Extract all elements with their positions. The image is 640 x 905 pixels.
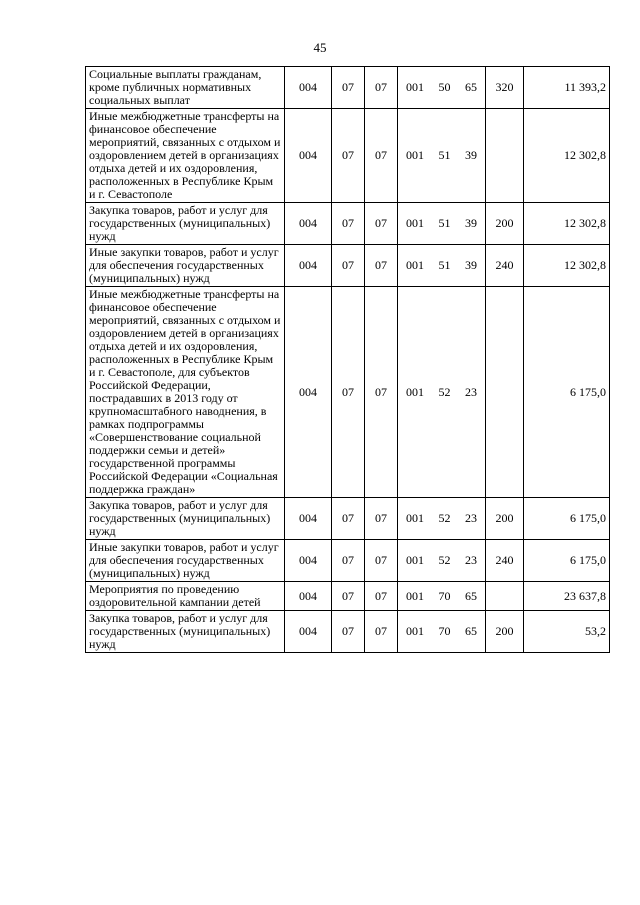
expense-type-cell	[486, 109, 524, 203]
ministry-code-cell: 004	[285, 582, 332, 611]
target-article-part: 65	[465, 588, 477, 603]
target-article-part: 52	[438, 511, 451, 525]
target-article-cell	[398, 67, 486, 109]
ministry-code-cell: 004	[285, 498, 332, 540]
ministry-code-cell: 004	[285, 611, 332, 653]
ministry-code-cell: 004	[285, 540, 332, 582]
target-article-part: 001	[406, 588, 424, 603]
expense-type-cell: 320	[486, 67, 524, 109]
expense-type-cell: 240	[486, 245, 524, 287]
ministry-code-cell: 004	[285, 287, 332, 498]
section-code-cell: 07	[332, 498, 365, 540]
table-row	[86, 109, 610, 203]
target-article-cell	[398, 498, 486, 540]
target-article-parts	[401, 554, 482, 567]
amount-cell: 23 637,8	[524, 582, 610, 611]
expense-name-cell: Социальные выплаты гражданам, кроме публичных нормативных социальных выплат	[86, 67, 285, 109]
target-article-cell	[398, 203, 486, 245]
expense-type-cell	[486, 287, 524, 498]
ministry-code-cell: 004	[285, 245, 332, 287]
subsection-code-cell: 07	[365, 203, 398, 245]
target-article-part: 51	[438, 216, 451, 230]
amount-cell: 12 302,8	[524, 109, 610, 203]
target-article-part: 001	[406, 511, 424, 525]
expense-type-cell: 200	[486, 203, 524, 245]
expense-name-cell: Иные закупки товаров, работ и услуг для обеспечения государственных (муниципальных) нужд	[86, 540, 285, 582]
amount-cell: 6 175,0	[524, 287, 610, 498]
table-row	[86, 611, 610, 653]
target-article-part: 001	[406, 553, 424, 567]
target-article-parts	[401, 512, 482, 525]
table-row	[86, 498, 610, 540]
table-row	[86, 287, 610, 498]
expense-type-cell: 200	[486, 611, 524, 653]
target-article-part: 65	[465, 624, 477, 638]
target-article-part: 001	[406, 216, 424, 230]
target-article-parts	[401, 590, 482, 603]
expense-type-cell	[486, 582, 524, 611]
target-article-parts	[401, 625, 482, 638]
target-article-parts	[401, 217, 482, 230]
ministry-code-cell: 004	[285, 203, 332, 245]
target-article-part: 39	[465, 216, 477, 230]
subsection-code-cell: 07	[365, 287, 398, 498]
target-article-part: 52	[438, 553, 451, 567]
target-article-part: 23	[465, 511, 477, 525]
budget-table	[85, 66, 610, 653]
section-code-cell: 07	[332, 287, 365, 498]
expense-name-cell: Иные межбюджетные трансферты на финансовое обеспечение мероприятий, связанных с отдыхом и оздоровлением детей в организациях отдыха детей и их оздоровления, расположенных в Республике Крым и г. Севастополе	[86, 109, 285, 203]
expense-type-cell: 200	[486, 498, 524, 540]
expense-type-cell: 240	[486, 540, 524, 582]
expense-name-cell: Закупка товаров, работ и услуг для государственных (муниципальных) нужд	[86, 611, 285, 653]
table-row	[86, 203, 610, 245]
target-article-cell	[398, 287, 486, 498]
target-article-parts	[401, 259, 482, 272]
target-article-cell	[398, 611, 486, 653]
subsection-code-cell: 07	[365, 67, 398, 109]
table-row	[86, 582, 610, 611]
amount-cell: 11 393,2	[524, 67, 610, 109]
target-article-cell	[398, 245, 486, 287]
amount-cell: 53,2	[524, 611, 610, 653]
ministry-code-cell: 004	[285, 109, 332, 203]
target-article-part: 001	[406, 148, 424, 162]
subsection-code-cell: 07	[365, 582, 398, 611]
amount-cell: 6 175,0	[524, 498, 610, 540]
target-article-part: 70	[438, 588, 451, 603]
subsection-code-cell: 07	[365, 109, 398, 203]
target-article-cell	[398, 109, 486, 203]
target-article-part: 39	[465, 148, 477, 162]
table-row	[86, 245, 610, 287]
target-article-cell	[398, 582, 486, 611]
table-row	[86, 540, 610, 582]
target-article-parts	[401, 386, 482, 399]
target-article-part: 50	[438, 80, 451, 94]
target-article-part: 65	[465, 80, 477, 94]
ministry-code-cell: 004	[285, 67, 332, 109]
expense-name-cell: Мероприятия по проведению оздоровительной кампании детей	[86, 582, 285, 611]
section-code-cell: 07	[332, 611, 365, 653]
expense-name-cell: Закупка товаров, работ и услуг для государственных (муниципальных) нужд	[86, 498, 285, 540]
section-code-cell: 07	[332, 109, 365, 203]
table-row	[86, 67, 610, 109]
expense-name-cell: Иные межбюджетные трансферты на финансовое обеспечение мероприятий, связанных с отдыхом и оздоровлением детей в организациях отдыха детей и их оздоровления, расположенных в Республике Крым и г. Севастополе, для субъектов Российской Федерации, пострадавших в 2013 году от крупномасштабного наводнения, в рамках подпрограммы «Совершенствование социальной поддержки семьи и детей» государственной программы Российской Федерации «Социальная поддержка граждан»	[86, 287, 285, 498]
amount-cell: 12 302,8	[524, 245, 610, 287]
subsection-code-cell: 07	[365, 498, 398, 540]
target-article-parts	[401, 81, 482, 94]
section-code-cell: 07	[332, 582, 365, 611]
target-article-part: 23	[465, 384, 477, 399]
section-code-cell: 07	[332, 540, 365, 582]
target-article-part: 001	[406, 384, 424, 399]
page-number: 45	[313, 40, 327, 55]
target-article-cell	[398, 540, 486, 582]
subsection-code-cell: 07	[365, 611, 398, 653]
expense-name-cell: Закупка товаров, работ и услуг для государственных (муниципальных) нужд	[86, 203, 285, 245]
target-article-parts	[401, 149, 482, 162]
amount-cell: 6 175,0	[524, 540, 610, 582]
target-article-part: 001	[406, 624, 424, 638]
section-code-cell: 07	[332, 67, 365, 109]
target-article-part: 001	[406, 258, 424, 272]
expense-name-cell: Иные закупки товаров, работ и услуг для обеспечения государственных (муниципальных) нужд	[86, 245, 285, 287]
target-article-part: 51	[438, 258, 451, 272]
subsection-code-cell: 07	[365, 245, 398, 287]
amount-cell: 12 302,8	[524, 203, 610, 245]
target-article-part: 52	[438, 384, 451, 399]
target-article-part: 23	[465, 553, 477, 567]
section-code-cell: 07	[332, 203, 365, 245]
target-article-part: 001	[406, 80, 424, 94]
target-article-part: 39	[465, 258, 477, 272]
target-article-part: 70	[438, 624, 451, 638]
table-body	[86, 67, 610, 653]
target-article-part: 51	[438, 148, 451, 162]
subsection-code-cell: 07	[365, 540, 398, 582]
section-code-cell: 07	[332, 245, 365, 287]
